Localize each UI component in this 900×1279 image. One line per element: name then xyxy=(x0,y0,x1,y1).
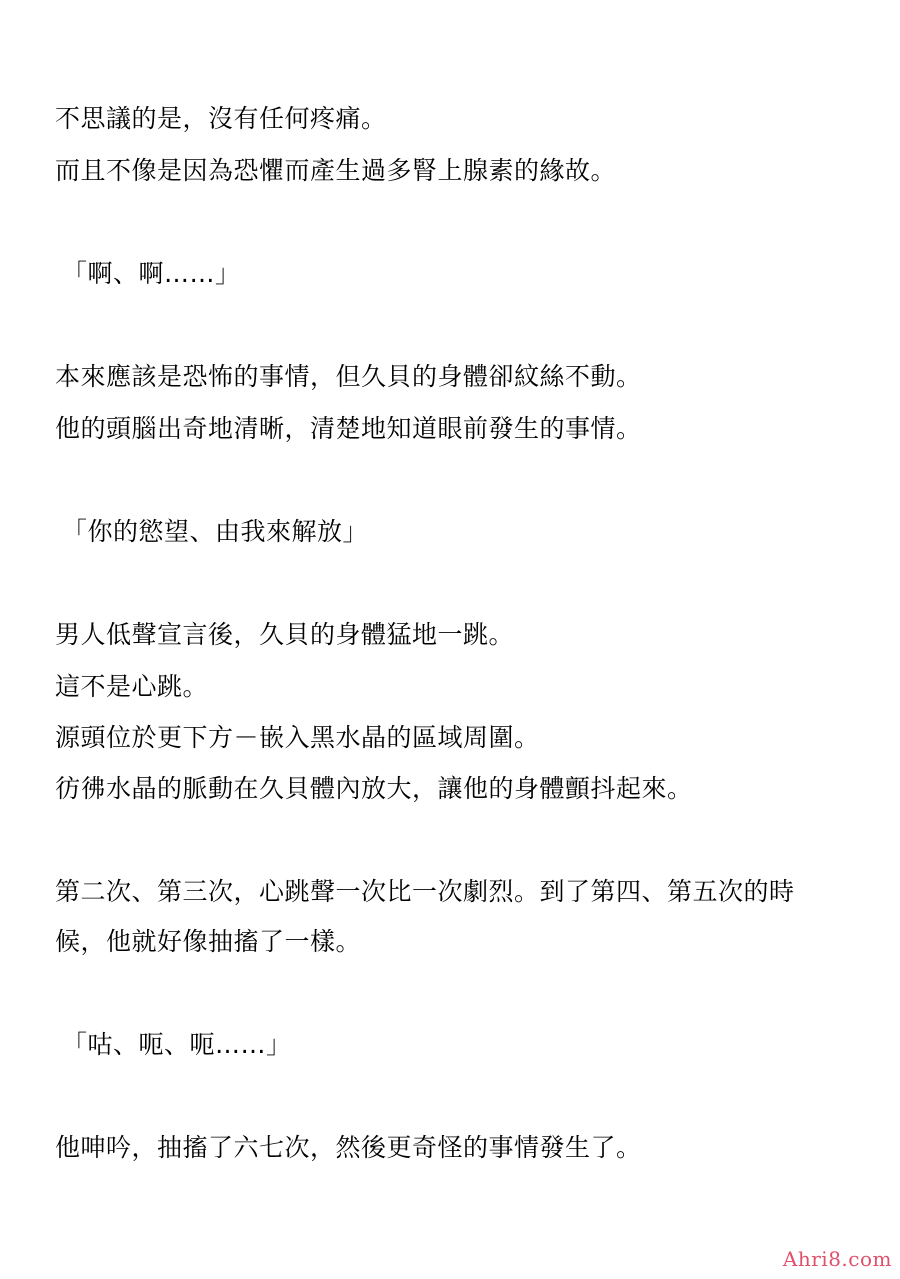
text-line: 不思議的是，沒有任何疼痛。 xyxy=(55,104,387,133)
dialogue-line: 「啊、啊……」 xyxy=(62,259,241,288)
text-line: 本來應該是恐怖的事情，但久貝的身體卻紋絲不動。 xyxy=(55,362,642,391)
text-line: 男人低聲宣言後，久貝的身體猛地一跳。 xyxy=(55,620,515,649)
text-line: 源頭位於更下方－嵌入黑水晶的區域周圍。 xyxy=(55,723,540,752)
text-line: 第二次、第三次，心跳聲一次比一次劇烈。到了第四、第五次的時 xyxy=(55,877,795,906)
dialogue-line: 「你的慾望、由我來解放」 xyxy=(62,517,369,546)
text-line: 他的頭腦出奇地清晰，清楚地知道眼前發生的事情。 xyxy=(55,414,642,443)
text-line: 這不是心跳。 xyxy=(55,672,209,701)
dialogue-line: 「咕、呃、呃……」 xyxy=(62,1030,292,1059)
text-line: 候，他就好像抽搐了一樣。 xyxy=(55,927,362,956)
text-line: 而且不像是因為恐懼而產生過多腎上腺素的緣故。 xyxy=(55,156,617,185)
text-line: 他呻吟，抽搐了六七次，然後更奇怪的事情發生了。 xyxy=(55,1133,642,1162)
text-line: 彷彿水晶的脈動在久貝體內放大，讓他的身體顫抖起來。 xyxy=(55,774,693,803)
watermark-text: Ahri8.com xyxy=(782,1247,892,1271)
